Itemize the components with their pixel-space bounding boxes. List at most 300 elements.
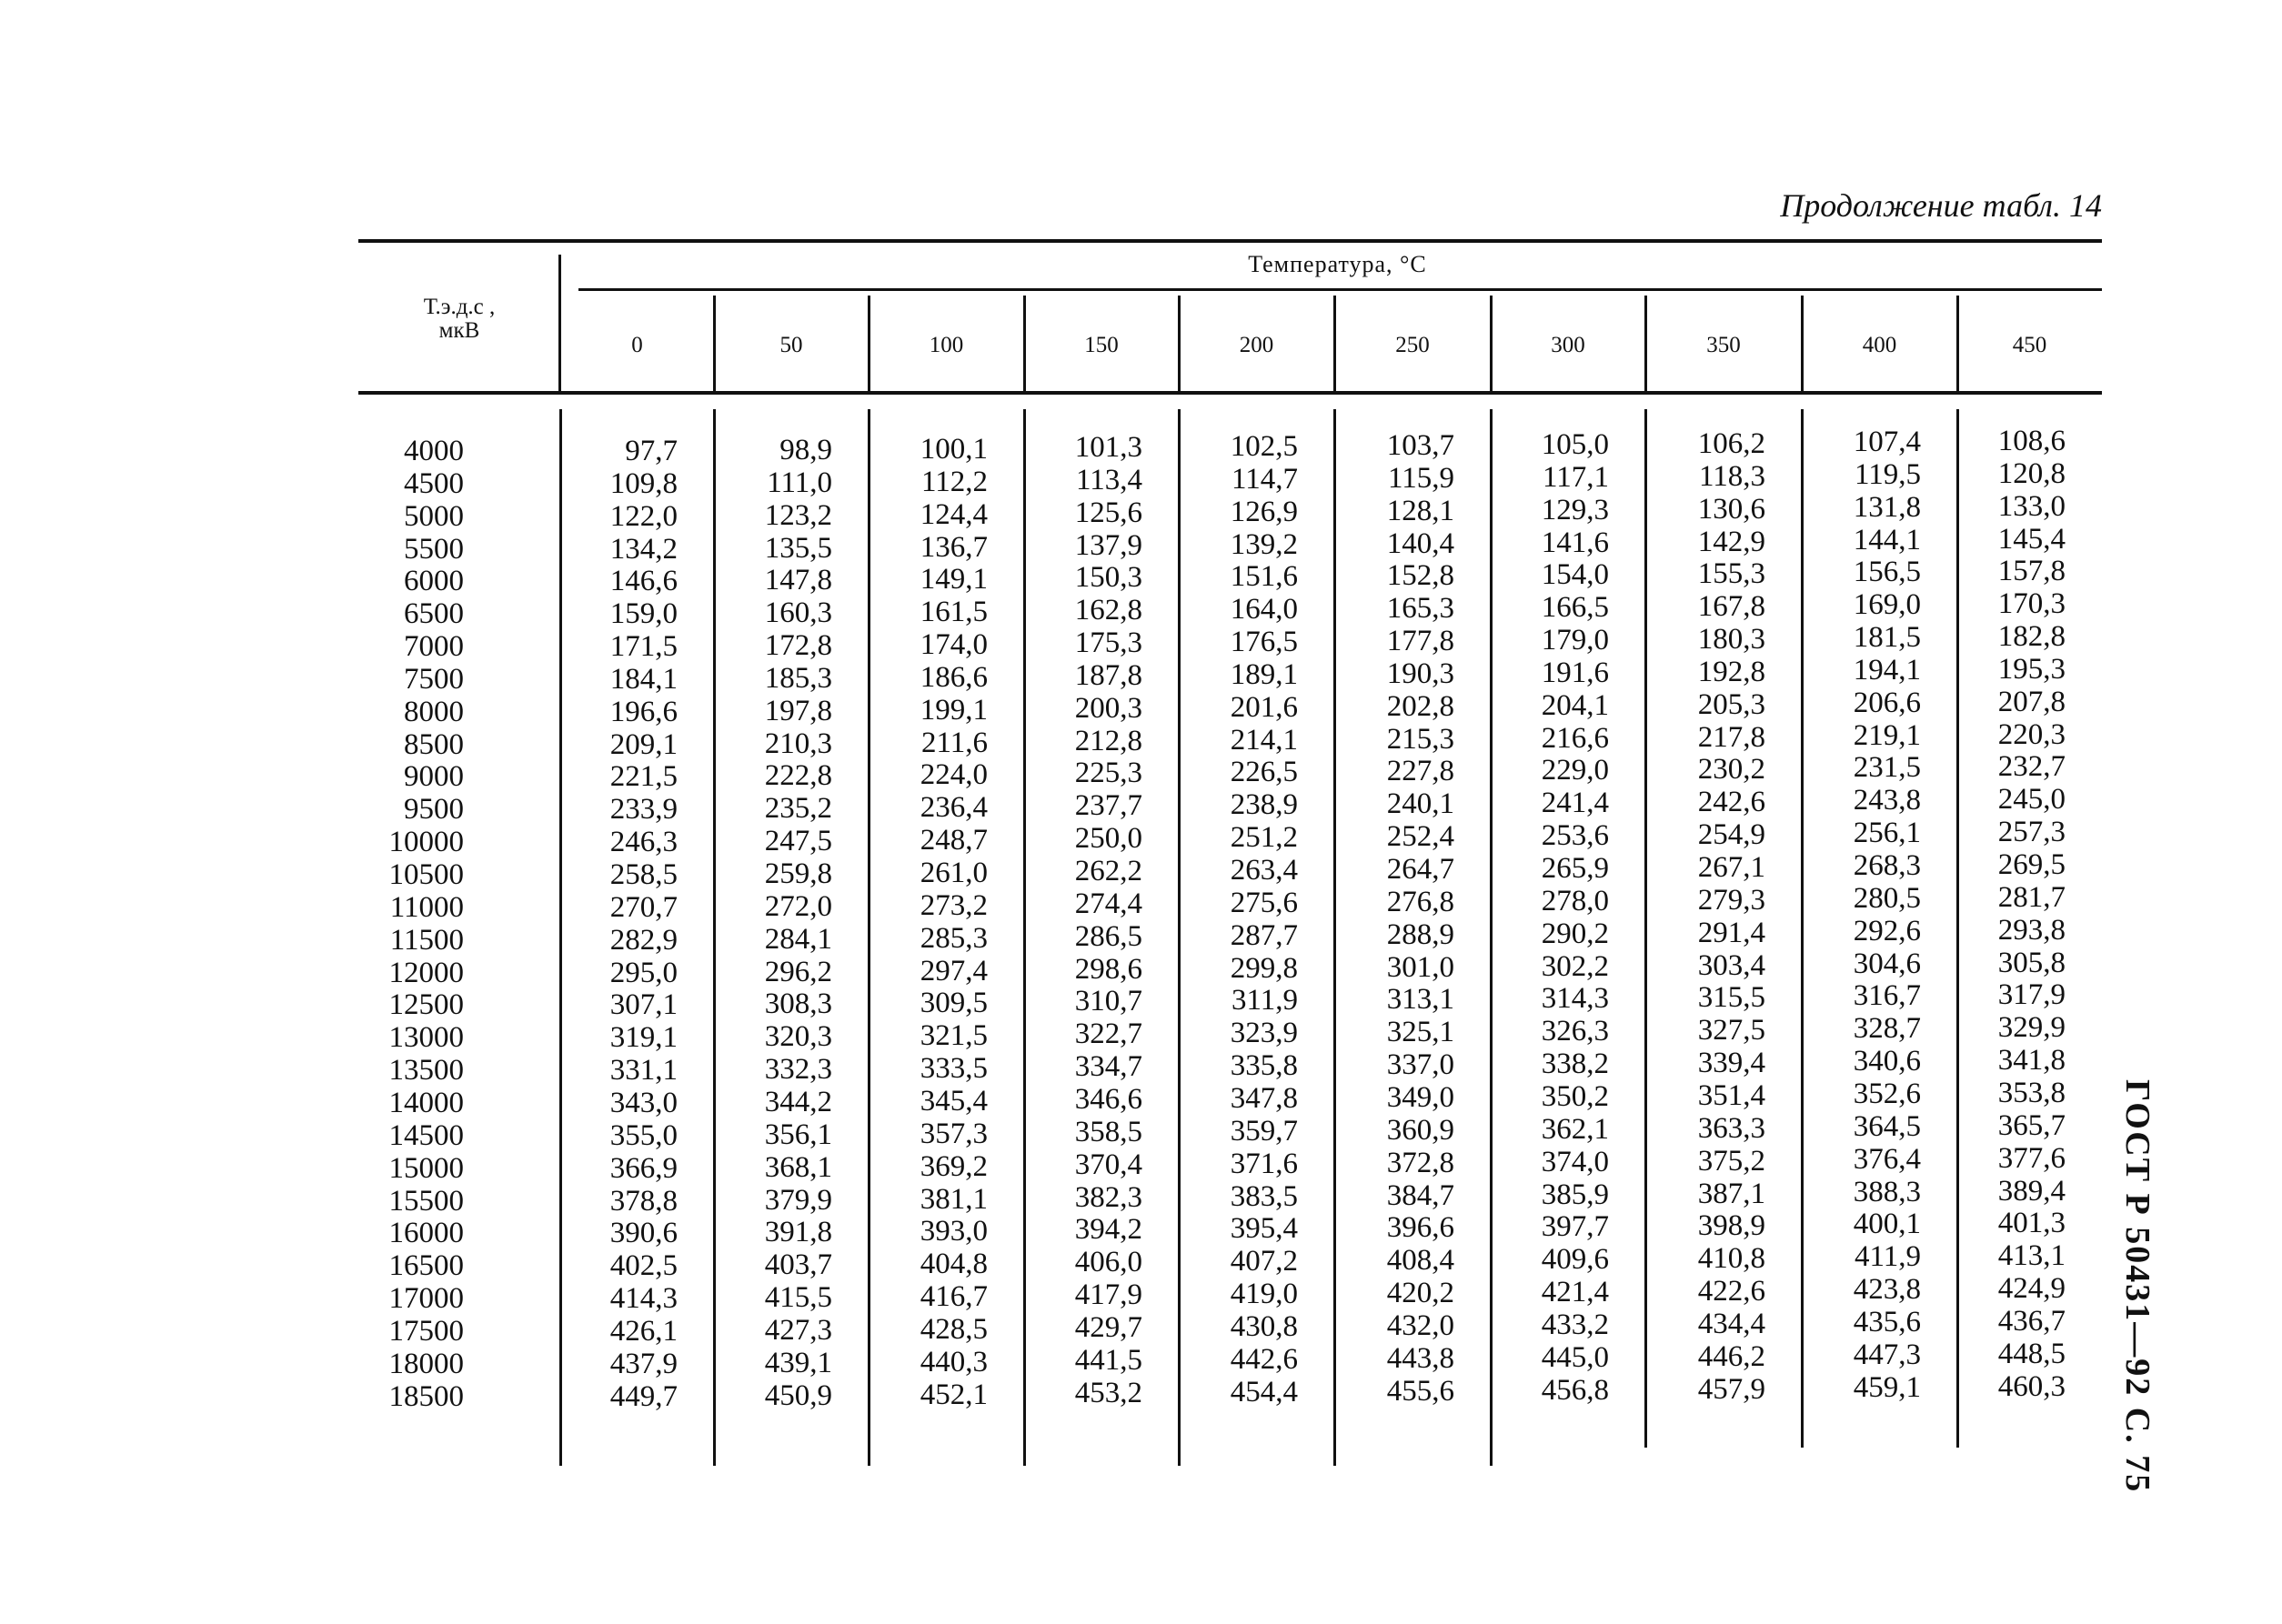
table-cell: 224,0 [920,757,988,791]
table-cell: 391,8 [764,1215,832,1248]
table-cell: 209,1 [609,728,678,761]
table-cell: 205,3 [1697,687,1765,721]
table-cell: 445,0 [1541,1340,1609,1374]
table-cell: 167,8 [1697,589,1765,623]
emf-value: 13000 [388,1021,464,1054]
table-cell: 433,2 [1541,1308,1609,1341]
table-cell: 313,1 [1386,983,1454,1016]
temperature-column-header: 250 [1395,333,1430,357]
table-cell: 316,7 [1853,979,1921,1013]
table-cell: 214,1 [1230,724,1298,757]
table-cell: 319,1 [609,1021,678,1054]
table-cell: 185,3 [764,661,832,695]
temperature-column-header: 450 [2012,333,2047,357]
table-cell: 332,3 [764,1052,832,1086]
table-cell: 408,4 [1386,1244,1454,1277]
table-cell: 169,0 [1853,588,1921,622]
table-cell: 292,6 [1853,915,1921,948]
table-cell: 176,5 [1230,626,1298,659]
table-cell: 337,0 [1386,1048,1454,1081]
emf-value: 16000 [388,1217,464,1249]
table-cell: 101,3 [1074,431,1142,465]
table-cell: 450,9 [764,1378,832,1412]
table-cell: 210,3 [764,727,832,760]
table-cell: 321,5 [920,1018,988,1052]
table-cell: 117,1 [1542,460,1609,494]
table-cell: 358,5 [1074,1116,1142,1149]
emf-value: 12000 [388,957,464,989]
table-cell: 304,6 [1853,947,1921,981]
table-cell: 416,7 [920,1279,988,1313]
temperature-header: Температура, °С [1248,251,1427,277]
table-cell: 120,8 [1997,457,2066,491]
table-cell: 150,3 [1074,561,1142,595]
table-cell: 374,0 [1541,1145,1609,1178]
table-cell: 446,2 [1697,1339,1765,1373]
table-cell: 389,4 [1997,1175,2066,1208]
table-cell: 238,9 [1230,788,1298,822]
table-cell: 275,6 [1230,887,1298,920]
table-cell: 387,1 [1697,1177,1765,1210]
table-cell: 307,1 [609,988,678,1021]
table-cell: 268,3 [1853,849,1921,883]
table-cell: 396,6 [1386,1211,1454,1244]
table-cell: 267,1 [1697,850,1765,884]
table-cell: 343,0 [609,1087,678,1119]
table-cell: 295,0 [609,957,678,989]
table-cell: 141,6 [1541,526,1609,559]
emf-value: 11000 [389,891,464,924]
table-cell: 357,3 [920,1117,988,1150]
table-cell: 192,8 [1697,655,1765,688]
table-cell: 197,8 [764,694,832,727]
table-cell: 286,5 [1074,920,1142,954]
table-cell: 457,9 [1697,1372,1765,1406]
table-cell: 200,3 [1074,692,1142,726]
table-cell: 160,3 [764,596,832,629]
table-cell: 232,7 [1997,750,2066,784]
table-cell: 422,6 [1697,1274,1765,1308]
table-cell: 215,3 [1386,723,1454,756]
table-cell: 242,6 [1697,785,1765,818]
table-cell: 335,8 [1230,1049,1298,1083]
table-cell: 395,4 [1230,1212,1298,1246]
table-cell: 134,2 [609,533,678,566]
table-cell: 437,9 [609,1348,678,1380]
table-cell: 202,8 [1386,690,1454,723]
table-cell: 145,4 [1997,523,2066,556]
table-cell: 414,3 [609,1282,678,1315]
table-cell: 107,4 [1853,426,1921,459]
table-cell: 369,2 [920,1149,988,1183]
table-cell: 254,9 [1697,817,1765,851]
table-cell: 379,9 [764,1183,832,1217]
table-cell: 388,3 [1853,1176,1921,1209]
table-cell: 139,2 [1230,528,1298,562]
table-cell: 251,2 [1230,821,1298,855]
table-cell: 385,9 [1541,1178,1609,1211]
table-cell: 317,9 [1997,978,2066,1012]
table-cell: 194,1 [1853,654,1921,687]
table-cell: 195,3 [1997,653,2066,687]
table-cell: 241,4 [1541,786,1609,819]
table-cell: 175,3 [1074,627,1142,660]
table-cell: 166,5 [1541,590,1609,624]
table-cell: 456,8 [1541,1373,1609,1407]
table-cell: 309,5 [920,986,988,1019]
table-cell: 439,1 [764,1346,832,1379]
table-cell: 151,6 [1230,560,1298,594]
table-cell: 130,6 [1697,492,1765,526]
table-cell: 106,2 [1697,426,1765,460]
temperature-column-header: 0 [631,333,643,357]
table-cell: 441,5 [1074,1344,1142,1378]
table-cell: 328,7 [1853,1012,1921,1046]
table-cell: 222,8 [764,758,832,792]
table-cell: 122,0 [609,500,678,533]
table-cell: 97,7 [625,435,678,467]
table-cell: 142,9 [1697,525,1765,558]
emf-value: 5500 [404,533,464,566]
emf-value: 4000 [404,435,464,467]
table-cell: 413,1 [1997,1239,2066,1273]
emf-value: 17500 [388,1315,464,1348]
table-cell: 157,8 [1997,555,2066,588]
table-cell: 404,8 [920,1247,988,1280]
table-cell: 432,0 [1386,1309,1454,1342]
table-cell: 265,9 [1541,851,1609,885]
temperature-column-header: 300 [1551,333,1585,357]
table-cell: 323,9 [1230,1017,1298,1050]
table-cell: 196,6 [609,696,678,728]
table-cell: 363,3 [1697,1111,1765,1145]
table-cell: 440,3 [920,1345,988,1378]
table-cell: 411,9 [1854,1240,1921,1274]
table-cell: 419,0 [1230,1278,1298,1311]
table-cell: 126,9 [1230,496,1298,529]
table-cell: 293,8 [1997,914,2066,947]
table-cell: 135,5 [764,531,832,565]
table-cell: 443,8 [1386,1342,1454,1375]
table-cell: 259,8 [764,857,832,890]
emf-value: 9000 [404,760,464,793]
table-cell: 184,1 [609,663,678,696]
table-cell: 406,0 [1074,1246,1142,1279]
table-cell: 229,0 [1541,753,1609,787]
table-cell: 409,6 [1541,1242,1609,1276]
table-cell: 119,5 [1854,458,1921,492]
table-cell: 397,7 [1541,1209,1609,1243]
emf-unit: мкВ [438,318,480,343]
table-cell: 269,5 [1997,848,2066,882]
table-cell: 351,4 [1697,1078,1765,1112]
table-cell: 378,8 [609,1185,678,1218]
emf-value: 9500 [404,793,464,826]
table-cell: 220,3 [1997,718,2066,752]
table-cell: 123,2 [764,498,832,532]
table-cell: 368,1 [764,1150,832,1184]
emf-value: 11500 [389,924,464,957]
table-cell: 152,8 [1386,559,1454,592]
temperature-header-rule [578,288,2102,291]
table-cell: 114,7 [1231,463,1298,496]
table-cell: 303,4 [1697,948,1765,982]
table-cell: 430,8 [1230,1310,1298,1344]
table-cell: 156,5 [1853,556,1921,589]
table-cell: 325,1 [1386,1016,1454,1048]
table-cell: 327,5 [1697,1013,1765,1047]
table-cell: 103,7 [1386,429,1454,462]
table-top-rule [358,239,2102,243]
table-cell: 272,0 [764,889,832,923]
table-cell: 339,4 [1697,1046,1765,1079]
table-cell: 136,7 [920,530,988,564]
table-cell: 237,7 [1074,789,1142,823]
table-cell: 455,6 [1386,1375,1454,1408]
table-cell: 140,4 [1386,527,1454,560]
table-cell: 452,1 [920,1378,988,1411]
table-cell: 231,5 [1853,751,1921,785]
table-cell: 407,2 [1230,1245,1298,1278]
emf-value: 10500 [388,858,464,891]
table-cell: 333,5 [920,1051,988,1085]
table-cell: 459,1 [1853,1371,1921,1405]
table-cell: 256,1 [1853,817,1921,850]
table-cell: 346,6 [1074,1083,1142,1117]
table-cell: 124,4 [920,497,988,531]
table-cell: 129,3 [1541,493,1609,526]
table-cell: 243,8 [1853,784,1921,817]
table-cell: 356,1 [764,1118,832,1151]
emf-value: 7000 [404,630,464,663]
table-cell: 376,4 [1853,1143,1921,1177]
emf-value: 13500 [388,1054,464,1087]
table-cell: 108,6 [1997,425,2066,458]
table-cell: 144,1 [1853,524,1921,557]
table-cell: 420,2 [1386,1277,1454,1309]
table-cell: 98,9 [779,433,832,466]
table-cell: 285,3 [920,921,988,955]
table-cell: 161,5 [920,595,988,628]
table-cell: 235,2 [764,791,832,825]
table-cell: 308,3 [764,987,832,1020]
table-cell: 377,6 [1997,1142,2066,1176]
table-cell: 314,3 [1541,981,1609,1015]
temperature-column-header: 400 [1862,333,1897,357]
table-cell: 305,8 [1997,947,2066,980]
table-cell: 299,8 [1230,952,1298,986]
table-cell: 240,1 [1386,787,1454,820]
emf-column-header [358,296,560,343]
table-cell: 247,5 [764,824,832,857]
table-cell: 250,0 [1074,822,1142,856]
table-cell: 179,0 [1541,623,1609,657]
emf-value: 12500 [388,988,464,1021]
table-cell: 398,9 [1697,1208,1765,1242]
table-cell: 181,5 [1853,621,1921,655]
table-cell: 401,3 [1997,1207,2066,1240]
table-cell: 217,8 [1697,720,1765,754]
table-cell: 453,2 [1074,1377,1142,1410]
table-cell: 137,9 [1074,529,1142,563]
table-cell: 320,3 [764,1019,832,1053]
table-cell: 394,2 [1074,1213,1142,1247]
emf-value: 6000 [404,565,464,597]
table-cell: 329,9 [1997,1011,2066,1045]
table-cell: 284,1 [764,922,832,956]
table-cell: 302,2 [1541,949,1609,983]
table-cell: 187,8 [1074,659,1142,693]
emf-value: 18000 [388,1348,464,1380]
table-cell: 352,6 [1853,1078,1921,1111]
emf-value: 16500 [388,1249,464,1282]
table-cell: 252,4 [1386,820,1454,853]
table-cell: 288,9 [1386,918,1454,951]
table-cell: 326,3 [1541,1014,1609,1048]
emf-value: 5000 [404,500,464,533]
table-cell: 366,9 [609,1152,678,1185]
table-cell: 365,7 [1997,1109,2066,1143]
table-cell: 257,3 [1997,816,2066,849]
table-cell: 273,2 [920,888,988,922]
table-cell: 280,5 [1853,882,1921,916]
table-cell: 190,3 [1386,657,1454,690]
table-cell: 370,4 [1074,1148,1142,1182]
table-cell: 128,1 [1386,495,1454,527]
table-cell: 344,2 [764,1085,832,1118]
table-cell: 426,1 [609,1315,678,1348]
emf-value: 8500 [404,728,464,761]
table-cell: 447,3 [1853,1338,1921,1372]
table-cell: 182,8 [1997,620,2066,654]
table-cell: 221,5 [609,760,678,793]
table-cell: 131,8 [1853,491,1921,525]
table-cell: 236,4 [920,790,988,824]
table-cell: 372,8 [1386,1147,1454,1179]
table-cell: 384,7 [1386,1179,1454,1212]
table-cell: 199,1 [920,693,988,727]
header-divider-line [558,255,561,391]
emf-value: 6500 [404,597,464,630]
table-cell: 434,4 [1697,1307,1765,1340]
table-cell: 109,8 [609,467,678,500]
table-cell: 253,6 [1541,818,1609,852]
table-cell: 349,0 [1386,1081,1454,1114]
table-cell: 170,3 [1997,587,2066,621]
table-cell: 274,4 [1074,887,1142,921]
table-cell: 159,0 [609,597,678,630]
table-cell: 301,0 [1386,951,1454,984]
emf-value: 18500 [388,1380,464,1413]
table-cell: 225,3 [1074,757,1142,790]
table-cell: 362,1 [1541,1112,1609,1146]
table-cell: 227,8 [1386,755,1454,787]
table-cell: 201,6 [1230,691,1298,725]
table-cell: 282,9 [609,924,678,957]
table-cell: 219,1 [1853,719,1921,753]
table-cell: 428,5 [920,1312,988,1346]
table-cell: 296,2 [764,955,832,988]
emf-value: 4500 [404,467,464,500]
table-cell: 113,4 [1075,464,1142,497]
temperature-column-header: 200 [1239,333,1274,357]
temperature-column-header: 150 [1084,333,1119,357]
table-cell: 297,4 [920,954,988,987]
table-cell: 417,9 [1074,1278,1142,1312]
table-cell: 287,7 [1230,919,1298,953]
table-cell: 350,2 [1541,1079,1609,1113]
table-cell: 261,0 [920,856,988,889]
table-cell: 334,7 [1074,1050,1142,1084]
emf-value: 15000 [388,1152,464,1185]
table-cell: 331,1 [609,1054,678,1087]
table-cell: 403,7 [764,1248,832,1281]
table-cell: 258,5 [609,858,678,891]
table-cell: 449,7 [609,1380,678,1413]
table-cell: 174,0 [920,627,988,661]
table-cell: 278,0 [1541,884,1609,917]
table-cell: 100,1 [920,432,988,466]
table-cell: 360,9 [1386,1114,1454,1147]
table-cell: 264,7 [1386,853,1454,886]
table-cell: 246,3 [609,826,678,858]
table-cell: 155,3 [1697,556,1765,590]
table-cell: 421,4 [1541,1275,1609,1308]
table-cell: 133,0 [1997,490,2066,524]
table-cell: 226,5 [1230,756,1298,789]
table-cell: 154,0 [1541,557,1609,591]
table-cell: 410,8 [1697,1241,1765,1275]
table-cell: 402,5 [609,1249,678,1282]
table-cell: 171,5 [609,630,678,663]
table-cell: 423,8 [1853,1273,1921,1307]
table-cell: 341,8 [1997,1044,2066,1078]
table-cell: 162,8 [1074,594,1142,627]
table-cell: 189,1 [1230,658,1298,692]
table-cell: 147,8 [764,563,832,596]
temperature-column-header: 50 [779,333,803,357]
table-cell: 230,2 [1697,752,1765,786]
table-cell: 400,1 [1853,1208,1921,1241]
table-cell: 322,7 [1074,1018,1142,1051]
table-cell: 460,3 [1997,1370,2066,1404]
emf-value: 10000 [388,826,464,858]
emf-value: 14000 [388,1087,464,1119]
table-cell: 172,8 [764,628,832,662]
emf-value: 8000 [404,696,464,728]
table-cell: 233,9 [609,793,678,826]
table-cell: 390,6 [609,1217,678,1249]
emf-value: 17000 [388,1282,464,1315]
table-cell: 454,4 [1230,1376,1298,1409]
table-cell: 146,6 [609,565,678,597]
table-cell: 149,1 [920,562,988,596]
emf-value: 15500 [388,1185,464,1218]
table-cell: 248,7 [920,823,988,857]
table-cell: 382,3 [1074,1181,1142,1215]
temperature-column-header: 350 [1706,333,1741,357]
table-cell: 436,7 [1997,1305,2066,1338]
table-cell: 270,7 [609,891,678,924]
table-cell: 415,5 [764,1280,832,1314]
table-continuation-title: Продолжение табл. 14 [1780,187,2102,224]
table-cell: 115,9 [1387,462,1454,495]
table-cell: 364,5 [1853,1110,1921,1144]
table-cell: 375,2 [1697,1144,1765,1178]
table-cell: 359,7 [1230,1115,1298,1148]
table-cell: 111,0 [767,466,832,499]
table-cell: 212,8 [1074,725,1142,758]
